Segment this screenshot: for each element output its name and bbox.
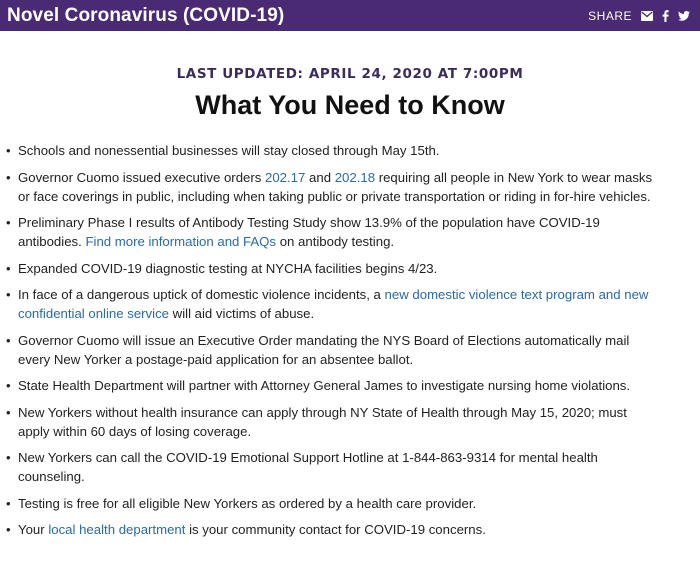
list-item: • Governor Cuomo issued executive orders 202.17 and 202.18 requiring all people in New York to wear masks or face coverings in public, including when taking public or private transportation or riding in for-hire vehicles. bbox=[6, 169, 653, 204]
page-title: What You Need to Know bbox=[195, 90, 505, 120]
local-health-department-link[interactable]: local health department bbox=[48, 522, 186, 537]
list-item: • Schools and nonessential businesses will stay closed through May 15th. bbox=[6, 143, 440, 158]
list-item: • Testing is free for all eligible New Yorkers as ordered by a health care provider. bbox=[6, 495, 477, 511]
bullet: • bbox=[6, 450, 11, 465]
bullet: • bbox=[6, 332, 11, 348]
bullet: • bbox=[6, 378, 11, 393]
envelope-icon[interactable] bbox=[641, 11, 653, 21]
list-item: • Expanded COVID-19 diagnostic testing at NYCHA facilities begins 4/23. bbox=[6, 260, 438, 276]
share-label: SHARE bbox=[588, 8, 632, 23]
update-list bbox=[0, 141, 700, 539]
list-item: • Your local health department is your community contact for COVID-19 concerns. bbox=[6, 522, 486, 537]
list-item: • New Yorkers without health insurance can apply through NY State of Health through May 15, 2020; must apply within 60 days of losing coverage. bbox=[6, 404, 627, 439]
list-item: • State Health Department will partner with Attorney General James to investigate nursing home violations. bbox=[6, 378, 631, 393]
domestic-violence-services-link[interactable]: new domestic violence text program and new confidential online service bbox=[18, 287, 649, 321]
antibody-faq-link[interactable]: Find more information and FAQs bbox=[85, 234, 277, 249]
bullet: • bbox=[6, 404, 11, 420]
twitter-icon[interactable] bbox=[678, 11, 690, 21]
executive-order-202-18-link[interactable]: 202.18 bbox=[334, 169, 376, 185]
bullet: • bbox=[6, 522, 11, 537]
bullet: • bbox=[6, 143, 11, 158]
page-header-title: Novel Coronavirus (COVID-19) bbox=[7, 4, 285, 26]
bullet: • bbox=[6, 260, 11, 276]
last-updated-label: LAST UPDATED: APRIL 24, 2020 AT 7:00PM bbox=[176, 66, 524, 82]
list-item: • New Yorkers can call the COVID-19 Emotional Support Hotline at 1-844-863-9314 for mental health counseling. bbox=[6, 450, 598, 484]
bullet: • bbox=[6, 215, 11, 230]
executive-order-202-17-link[interactable]: 202.17 bbox=[265, 169, 306, 185]
bullet: • bbox=[6, 495, 11, 511]
top-bar bbox=[0, 0, 700, 31]
facebook-icon[interactable] bbox=[662, 10, 669, 22]
share-bar bbox=[588, 9, 690, 23]
bullet: • bbox=[6, 287, 11, 302]
bullet: • bbox=[6, 169, 11, 185]
list-item: • In face of a dangerous uptick of domestic violence incidents, a new domestic violence text program and new confidential online service will aid victims of abuse. bbox=[6, 287, 649, 321]
list-item: • Governor Cuomo will issue an Executive Order mandating the NYS Board of Elections automatically mail every New Yorker a postage-paid application for an absentee ballot. bbox=[6, 332, 630, 367]
list-item: • Preliminary Phase I results of Antibody Testing Study show 13.9% of the population have COVID-19 antibodies. Find more information and FAQs on antibody testing. bbox=[6, 215, 600, 249]
